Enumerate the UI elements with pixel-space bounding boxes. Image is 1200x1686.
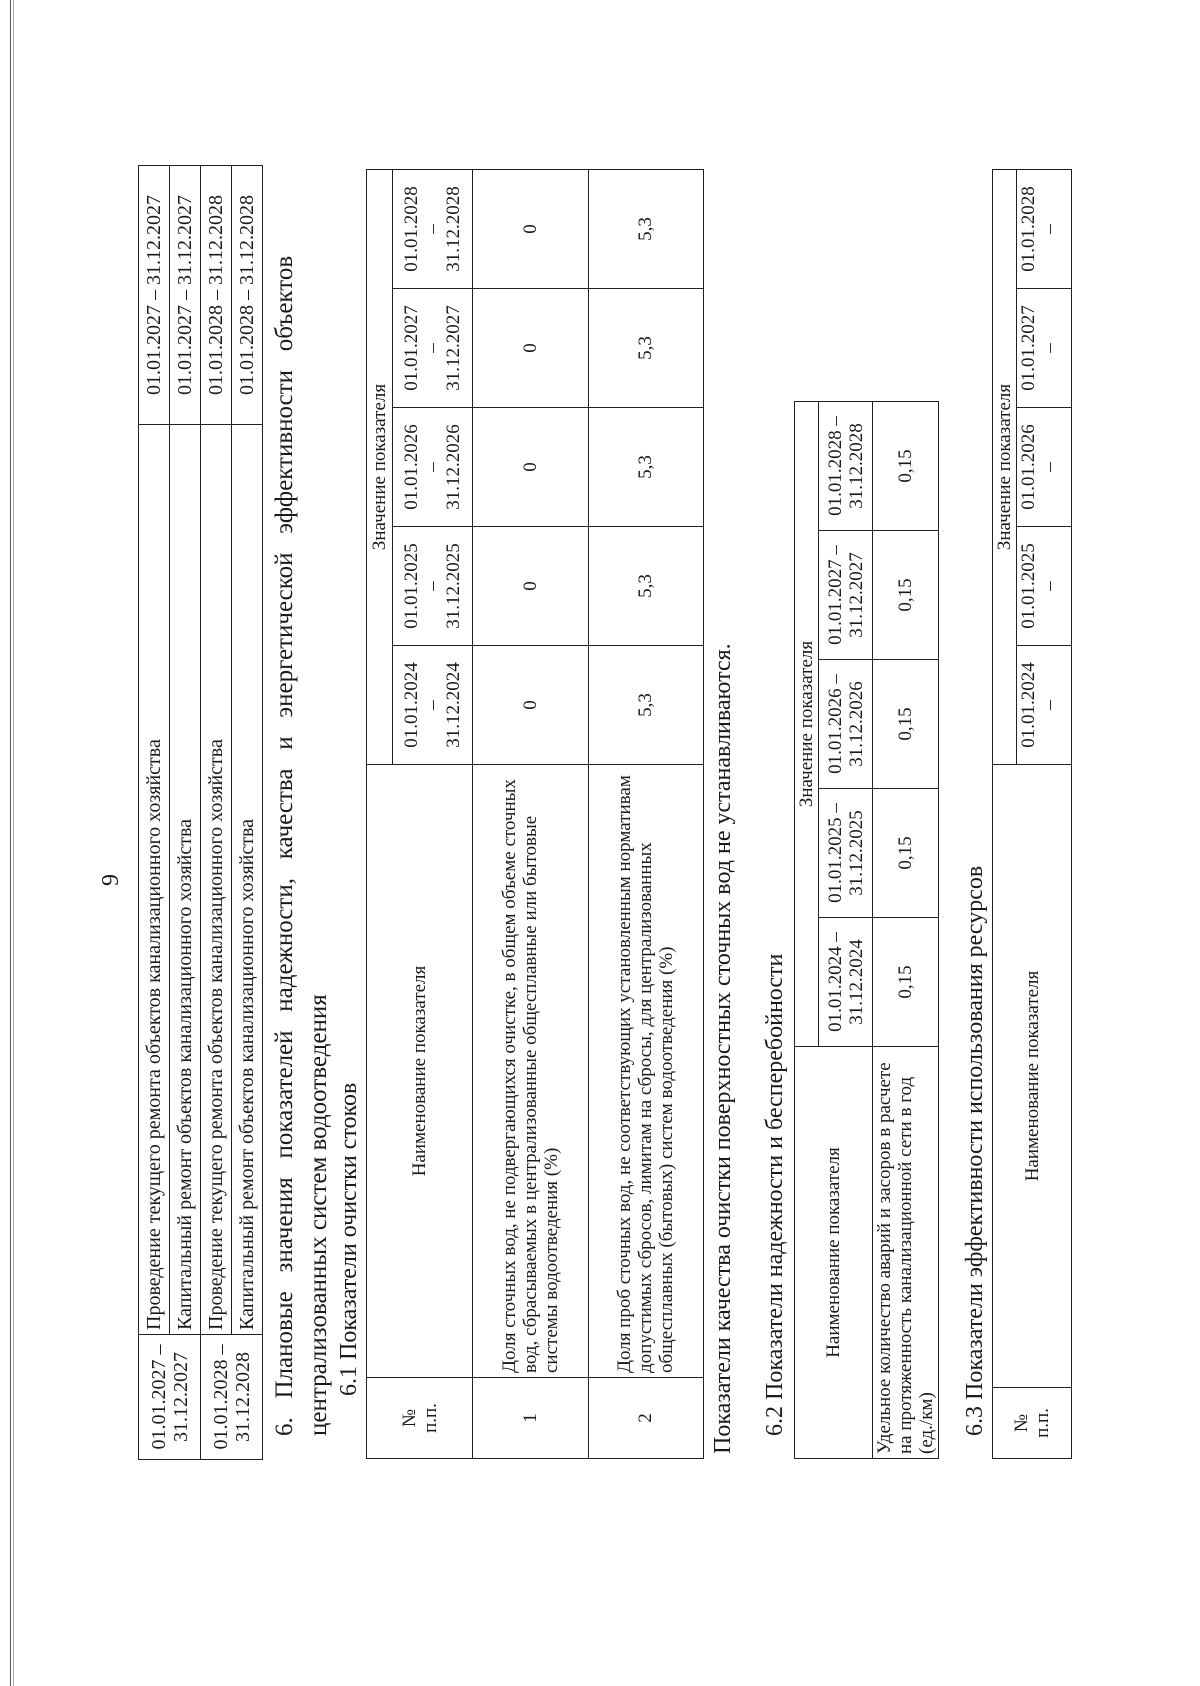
value-cell: 5,3 — [588, 408, 704, 527]
section-6-heading-line2: централизованных систем водоотведения — [305, 994, 332, 1436]
column-header-value-group: Значение показателя — [795, 402, 819, 1047]
value-cell: 5,3 — [588, 289, 704, 408]
value-cell: 0 — [473, 646, 589, 765]
table-row — [873, 402, 939, 1459]
table-header-row — [367, 170, 393, 1459]
wastewater-treatment-table — [366, 169, 704, 1459]
action-cell: Капитальный ремонт объектов канализационного хозяйства — [170, 425, 201, 1335]
table-header-row — [993, 170, 1017, 1459]
section-6-2-title: 6.2 Показатели надежности и бесперебойности — [762, 953, 788, 1436]
period-cell: 01.01.2027 – 31.12.2027 — [139, 1335, 201, 1460]
table-row — [473, 170, 589, 1459]
column-header-value-group: Значение показателя — [993, 170, 1017, 765]
column-header-number: № п.п. — [367, 1378, 473, 1459]
column-header-number: № п.п. — [993, 1388, 1072, 1459]
period-header: 01.01.2027 – 31.12.2027 — [819, 531, 873, 660]
period-header: 01.01.2028 – 31.12.2028 — [393, 170, 473, 289]
surface-water-note: Показатели качества очистки поверхностных сточных вод не устанавливаются. — [710, 643, 736, 1454]
dates-cell: 01.01.2028 – 31.12.2028 — [232, 166, 263, 425]
section-6-heading-line1: 6. Плановые значения показателей надежности, качества и энергетической эффективности объектов — [271, 255, 298, 1436]
period-header: 01.01.2024 – — [1017, 646, 1072, 765]
column-header-name: Наименование показателя — [795, 1047, 873, 1459]
dates-cell: 01.01.2027 – 31.12.2027 — [139, 166, 170, 425]
table-row — [139, 166, 170, 1460]
column-header-name: Наименование показателя — [367, 765, 473, 1378]
resource-efficiency-table — [992, 169, 1072, 1459]
period-header: 01.01.2025 – 31.12.2025 — [393, 527, 473, 646]
table-header-row — [795, 402, 819, 1459]
period-cell: 01.01.2028 – 31.12.2028 — [201, 1335, 263, 1460]
period-header: 01.01.2028 – — [1017, 170, 1072, 289]
period-header: 01.01.2025 – 31.12.2025 — [819, 789, 873, 918]
column-header-value-group: Значение показателя — [367, 170, 393, 765]
period-header: 01.01.2027 – 31.12.2027 — [393, 289, 473, 408]
value-cell: 0 — [473, 289, 589, 408]
row-number: 1 — [473, 1378, 589, 1459]
top-works-table — [138, 165, 263, 1460]
value-cell: 0,15 — [873, 531, 939, 660]
action-cell: Проведение текущего ремонта объектов канализационного хозяйства — [139, 425, 170, 1335]
value-cell: 0,15 — [873, 402, 939, 531]
value-cell: 0 — [473, 170, 589, 289]
period-header: 01.01.2026 – 31.12.2026 — [393, 408, 473, 527]
value-cell: 0,15 — [873, 660, 939, 789]
action-cell: Проведение текущего ремонта объектов канализационного хозяйства — [201, 425, 232, 1335]
section-6-3-title: 6.3 Показатели эффективности использования ресурсов — [962, 865, 988, 1436]
section-6-1-title: 6.1 Показатели очистки стоков — [336, 1082, 362, 1396]
period-header: 01.01.2024 – 31.12.2024 — [393, 646, 473, 765]
dates-cell: 01.01.2027 – 31.12.2027 — [170, 166, 201, 425]
indicator-name: Удельное количество аварий и засоров в расчете на протяженность канализационной сети в год (ед./км) — [873, 1047, 939, 1459]
period-header: 01.01.2026 – 31.12.2026 — [819, 660, 873, 789]
reliability-table — [794, 401, 939, 1459]
indicator-name: Доля проб сточных вод, не соответствующих установленным нормативам допустимых сбросов, лимитам на сбросы, для централизованных общесплавных (бытовых) систем водоотведения (%) — [588, 765, 704, 1378]
indicator-name: Доля сточных вод, не подвергающихся очистке, в общем объеме сточных вод, сбрасываемых в централизованные общесплавные или бытовые системы водоотведения (%) — [473, 765, 589, 1378]
period-header: 01.01.2027 – — [1017, 289, 1072, 408]
period-header: 01.01.2024 – 31.12.2024 — [819, 918, 873, 1047]
table-row — [201, 166, 232, 1460]
value-cell: 0 — [473, 527, 589, 646]
period-header: 01.01.2026 – — [1017, 408, 1072, 527]
period-header: 01.01.2025 – — [1017, 527, 1072, 646]
table-row — [170, 166, 201, 1460]
value-cell: 5,3 — [588, 646, 704, 765]
period-header: 01.01.2028 – 31.12.2028 — [819, 402, 873, 531]
table-row — [232, 166, 263, 1460]
value-cell: 0,15 — [873, 789, 939, 918]
column-header-name: Наименование показателя — [993, 765, 1072, 1388]
row-number: 2 — [588, 1378, 704, 1459]
page-number: 9 — [98, 874, 124, 886]
value-cell: 0,15 — [873, 918, 939, 1047]
value-cell: 5,3 — [588, 170, 704, 289]
value-cell: 0 — [473, 408, 589, 527]
table-row — [588, 170, 704, 1459]
dates-cell: 01.01.2028 – 31.12.2028 — [201, 166, 232, 425]
value-cell: 5,3 — [588, 527, 704, 646]
action-cell: Капитальный ремонт объектов канализационного хозяйства — [232, 425, 263, 1335]
